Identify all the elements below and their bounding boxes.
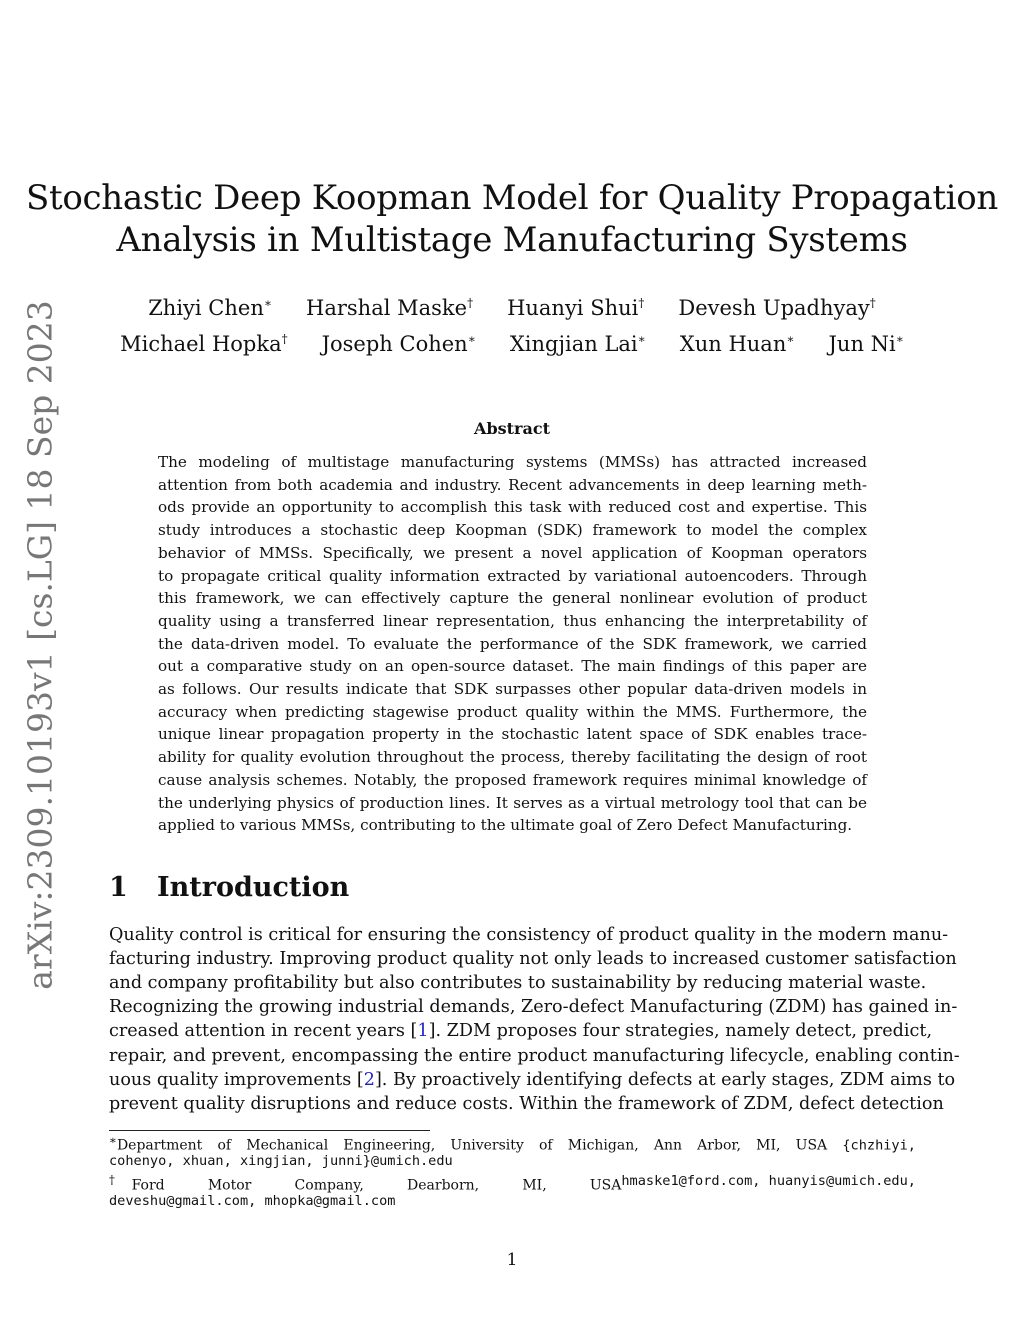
text-line: ods provide an opportunity to accomplish this task with reduced cost and expertise. This	[158, 498, 867, 517]
text-line: unique linear propagation property in the stochastic latent space of SDK enables trace-	[158, 725, 867, 744]
author	[148, 288, 272, 324]
text-line: ability for quality evolution throughout the process, thereby facilitating the design of root	[158, 748, 867, 767]
text-line: uous quality improvements [2]. By proactively identifying defects at early stages, ZDM aims to	[109, 1069, 956, 1090]
author	[306, 288, 473, 324]
text-line: and company profitability but also contributes to sustainability by reducing material waste.	[109, 973, 927, 994]
author	[507, 288, 644, 324]
citation-link[interactable]: 2	[363, 1069, 375, 1090]
author-row	[0, 324, 1024, 360]
author-list	[0, 288, 1024, 360]
footnote-1-emails: cohenyo, xhuan, xingjian, junni}@umich.edu	[109, 1153, 453, 1169]
section-title: Introduction	[157, 872, 350, 903]
affiliation-mark: ∗	[895, 332, 904, 346]
text-line: as follows. Our results indicate that SDK surpasses other popular data-driven models in	[158, 680, 867, 698]
arxiv-identifier: arXiv:2309.10193v1 [cs.LG] 18 Sep 2023	[20, 300, 60, 990]
affiliation-mark: †	[869, 296, 876, 310]
text-line: The modeling of multistage manufacturing systems (MMSs) has attracted increased	[158, 453, 867, 471]
text-line: applied to various MMSs, contributing to the ultimate goal of Zero Defect Manufacturing.	[158, 816, 853, 835]
text-line: study introduces a stochastic deep Koopman (SDK) framework to model the complex	[158, 521, 867, 540]
author-name: Huanyi Shui	[507, 296, 639, 320]
footnote-rule	[109, 1130, 430, 1131]
affiliation-mark: ∗	[637, 332, 646, 346]
text-line: quality using a transferred linear representation, thus enhancing the interpretability of	[158, 611, 867, 630]
author	[322, 324, 476, 360]
author-name: Devesh Upadhyay	[678, 296, 870, 320]
author	[510, 324, 646, 360]
text-line: repair, and prevent, encompassing the entire product manufacturing lifecycle, enabling contin-	[109, 1045, 960, 1066]
abstract-heading: Abstract	[474, 419, 550, 438]
author	[680, 324, 795, 360]
text-line: Recognizing the growing industrial demands, Zero-defect Manufacturing (ZDM) has gained in-	[109, 997, 958, 1018]
footnote-email: {chzhiyi,	[842, 1137, 916, 1154]
text-line: creased attention in recent years [1]. ZDM proposes four strategies, namely detect, predict,	[109, 1021, 933, 1042]
author-name: Harshal Maske	[306, 296, 468, 320]
footnote-2-emails: deveshu@gmail.com, mhopka@gmail.com	[109, 1193, 396, 1209]
author-name: Jun Ni	[828, 332, 896, 356]
paper-title	[0, 177, 1024, 261]
footnote-text: Department of Mechanical Engineering, University of Michigan, Ann Arbor, MI, USA	[116, 1137, 843, 1154]
title-line: Analysis in Multistage Manufacturing Systems	[116, 220, 908, 260]
text-line: facturing industry. Improving product quality not only leads to increased customer satisfaction	[109, 949, 957, 970]
footnote-2	[109, 1173, 916, 1194]
text-line: Quality control is critical for ensuring the consistency of product quality in the modern manu-	[109, 925, 949, 945]
text-line: behavior of MMSs. Specifically, we present a novel application of Koopman operators	[158, 543, 867, 562]
text-line: this framework, we can effectively capture the general nonlinear evolution of product	[158, 589, 867, 608]
author-name: Xun Huan	[679, 332, 787, 356]
author-name: Xingjian Lai	[509, 332, 638, 356]
text-line: the data-driven model. To evaluate the performance of the SDK framework, we carried	[158, 634, 867, 653]
section-number: 1	[109, 872, 128, 903]
text-line: cause analysis schemes. Notably, the proposed framework requires minimal knowledge of	[158, 770, 867, 789]
author-name: Joseph Cohen	[321, 332, 468, 356]
text-line: out a comparative study on an open-source dataset. The main findings of this paper are	[158, 657, 867, 676]
footnote-mark: ∗	[109, 1133, 117, 1147]
text-line: prevent quality disruptions and reduce costs. Within the framework of ZDM, defect detection	[109, 1093, 944, 1114]
footnote-1	[109, 1133, 916, 1154]
footnote-mark: †	[109, 1173, 132, 1187]
title-line: Stochastic Deep Koopman Model for Quality Propagation	[25, 178, 999, 218]
text-line: attention from both academia and industry. Recent advancements in deep learning meth-	[158, 475, 867, 494]
affiliation-mark: †	[281, 332, 288, 346]
affiliation-mark: ∗	[263, 296, 273, 310]
author	[120, 324, 288, 360]
affiliation-mark: ∗	[786, 332, 795, 346]
affiliation-mark: †	[467, 296, 474, 310]
page-number: 1	[506, 1250, 518, 1270]
author-name: Zhiyi Chen	[148, 296, 264, 320]
affiliation-mark: ∗	[467, 332, 476, 346]
author	[678, 288, 875, 324]
author-name: Michael Hopka	[120, 332, 282, 356]
affiliation-mark: †	[638, 296, 645, 310]
text-line: to propagate critical quality information extracted by variational autoencoders. Through	[158, 566, 867, 585]
author	[829, 324, 904, 360]
author-row	[0, 288, 1024, 324]
citation-link[interactable]: 1	[417, 1021, 429, 1042]
text-line: the underlying physics of production lines. It serves as a virtual metrology tool that can be	[158, 793, 867, 812]
footnote-email: hmaske1@ford.com, huanyis@umich.edu,	[621, 1173, 916, 1189]
footnote-text: Ford Motor Company, Dearborn, MI, USA	[131, 1177, 622, 1194]
text-line: accuracy when predicting stagewise product quality within the MMS. Furthermore, the	[158, 702, 867, 721]
